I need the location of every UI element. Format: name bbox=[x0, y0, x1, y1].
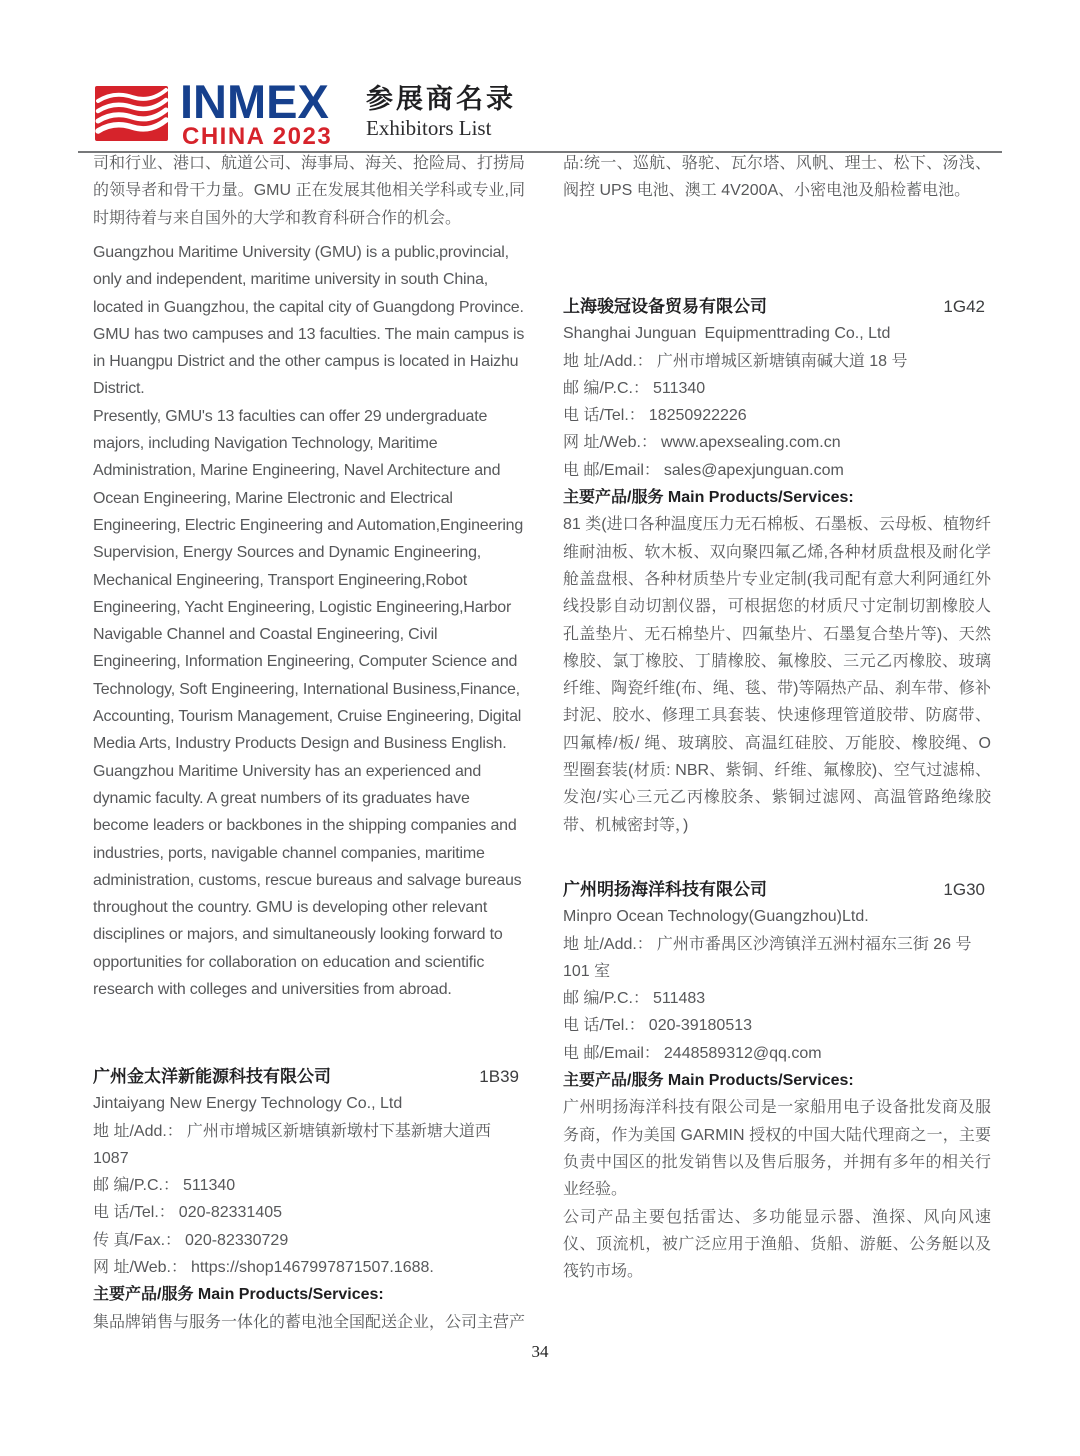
field-value: https://shop1467997871507.1688. bbox=[190, 1259, 434, 1277]
field-value: 18250922226 bbox=[648, 407, 747, 425]
field-line bbox=[563, 985, 991, 1012]
products-section bbox=[563, 511, 991, 839]
field-line bbox=[563, 402, 991, 429]
field-value: 511340 bbox=[652, 379, 706, 397]
right-column bbox=[563, 148, 991, 1348]
products-section bbox=[93, 1309, 525, 1336]
brand-subtitle: CHINA 2023 bbox=[182, 123, 333, 150]
company-name-cn: 上海骏冠设备贸易有限公司 bbox=[563, 297, 767, 316]
field-label: 地 址/Add.： bbox=[563, 935, 653, 953]
field-label: 网 址/Web.： bbox=[563, 434, 657, 452]
field-value: 广州市增城区新塘镇新墩村下基新塘大道西 1087 bbox=[93, 1122, 491, 1167]
field-label: 邮 编/P.C.： bbox=[563, 379, 649, 397]
company-name-cn: 广州明扬海洋科技有限公司 bbox=[563, 880, 767, 899]
company-header bbox=[563, 876, 991, 903]
company-name-cn: 广州金太洋新能源科技有限公司 bbox=[93, 1067, 331, 1086]
field-line bbox=[93, 1254, 525, 1281]
field-label: 电 话/Tel.： bbox=[93, 1204, 175, 1222]
field-label: 电 话/Tel.： bbox=[563, 1017, 645, 1035]
field-line bbox=[93, 1199, 525, 1226]
field-line bbox=[563, 1040, 991, 1067]
left-column bbox=[93, 148, 525, 1348]
field-value: 广州市番禺区沙湾镇洋五洲村福东三街 26 号 101 室 bbox=[563, 935, 972, 980]
field-value: www.apexsealing.com.cn bbox=[660, 434, 841, 452]
field-label: 电 话/Tel.： bbox=[563, 407, 645, 425]
company-entry bbox=[93, 1063, 525, 1336]
field-value: 020-82331405 bbox=[178, 1204, 283, 1222]
catalog-title-en: Exhibitors List bbox=[366, 116, 492, 140]
field-label: 地 址/Add.： bbox=[93, 1122, 183, 1140]
field-line bbox=[93, 1118, 525, 1173]
company-name-en: Minpro Ocean Technology(Guangzhou)Ltd. bbox=[563, 908, 869, 926]
field-value: sales@apexjunguan.com bbox=[663, 461, 844, 479]
company-name-en: Jintaiyang New Energy Technology Co., Ltd bbox=[93, 1095, 403, 1113]
inmex-logo bbox=[95, 86, 168, 141]
field-line bbox=[93, 1172, 525, 1199]
field-label: 邮 编/P.C.： bbox=[563, 990, 649, 1008]
field-line bbox=[563, 348, 991, 375]
field-line bbox=[93, 1227, 525, 1254]
field-line bbox=[563, 931, 991, 986]
field-line bbox=[563, 375, 991, 402]
intro-paragraph-cn: 司和行业、港口、航道公司、海事局、海关、抢险局、打捞局的领导者和骨干力量。GMU 正在发展其他相关学科或专业,同时期待着与来自国外的大学和教育科研合作的机会。 bbox=[93, 155, 526, 227]
products-paragraph: 集品牌销售与服务一体化的蓄电池全国配送企业，公司主营产 bbox=[93, 1313, 526, 1331]
field-value: 511340 bbox=[182, 1177, 236, 1195]
intro-paragraph-en: Guangzhou Maritime University (GMU) is a public,provincial, only and independent, maritime university in south China, located in Guangzhou, the capital city of Guangdong Province. GMU has two campuses and 13 faculties. The main campus is in Huangpu District and the other campus is located in Haizhu District. bbox=[93, 244, 525, 398]
intro-paragraph-en: Guangzhou Maritime University has an experienced and dynamic faculty. A great numbers of its graduates have become leaders or backbones in the shipping companies and industries, ports, navigable channel companies, maritime administration, customs, rescue bureaus and salvage bureaus throughout the country. GMU is developing other relevant disciplines or majors, and simultaneously looking forward to opportunities for collaboration on education and scientific research with colleges and universities from abroad. bbox=[93, 762, 522, 999]
field-value: 广州市增城区新塘镇南碱大道 18 号 bbox=[656, 352, 908, 370]
company-header bbox=[93, 1063, 525, 1090]
products-section bbox=[563, 1094, 991, 1285]
products-header: 主要产品/服务 Main Products/Services: bbox=[93, 1286, 384, 1304]
field-value: 020-82330729 bbox=[185, 1231, 289, 1249]
field-value: 511483 bbox=[652, 990, 706, 1008]
university-description bbox=[93, 239, 525, 1003]
company-header bbox=[563, 293, 991, 320]
booth-number: 1B39 bbox=[479, 1067, 519, 1086]
field-label: 电 邮/Email： bbox=[563, 461, 660, 479]
products-continuation: 品:统一、巡航、骆驼、瓦尔塔、风帆、理士、松下、汤浅、阀控 UPS 电池、澳工 4V200A、小密电池及船检蓄电池。 bbox=[563, 155, 991, 200]
field-label: 邮 编/P.C.： bbox=[93, 1177, 179, 1195]
field-label: 地 址/Add.： bbox=[563, 352, 653, 370]
field-value: 020-39180513 bbox=[648, 1017, 753, 1035]
products-paragraph: 公司产品主要包括雷达、多功能显示器、渔探、风向风速仪、顶流机，被广泛应用于渔船、货船、游艇、公务艇以及筏钓市场。 bbox=[563, 1208, 991, 1281]
field-line bbox=[563, 429, 991, 456]
company-name-en: Shanghai Junguan Equipmenttrading Co., Ltd bbox=[563, 325, 891, 343]
brand-title: INMEX bbox=[180, 75, 329, 128]
field-label: 网 址/Web.： bbox=[93, 1259, 187, 1277]
catalog-title-cn: 参展商名录 bbox=[366, 84, 516, 114]
products-header: 主要产品/服务 Main Products/Services: bbox=[563, 489, 854, 507]
products-paragraph: 81 类(进口各种温度压力无石棉板、石墨板、云母板、植物纤维耐油板、软木板、双向聚四氟乙烯,各种材质盘根及耐化学舱盖盘根、各种材质垫片专业定制(我司配有意大利阿通红外线投影自动切割仪器，可根据您的材质尺寸定制切割橡胶人孔盖垫片、无石棉垫片、四氟垫片、石墨复合垫片等)、天然橡胶、氯丁橡胶、丁腈橡胶、氟橡胶、三元乙丙橡胶、玻璃纤维、陶瓷纤维(布、绳、毯、带)等隔热产品、刹车带、修补封泥、胶水、修理工具套装、快速修理管道胶带、防腐带、四氟棒/板/ 绳、玻璃胶、高温红硅胶、万能胶、橡胶绳、O 型圈套装(材质: NBR、紫铜、纤维、氟橡胶)、空气过滤棉、发泡/实心三元乙丙橡胶条、紫铜过滤网、高温管路绝缘胶带、机械密封等，) bbox=[563, 516, 991, 834]
company-entry bbox=[563, 293, 991, 839]
booth-number: 1G42 bbox=[943, 297, 985, 316]
products-header: 主要产品/服务 Main Products/Services: bbox=[563, 1072, 854, 1090]
intro-paragraph-en: Presently, GMU's 13 faculties can offer 29 undergraduate majors, including Navigation Technology, Maritime Administration, Marine Engineering, Navel Architecture and Ocean Engineering, Marine Electronic and Electrical Engineering, Electric Engineering and Automation,Engineering Supervision, Energy Sources and Dynamic Engineering, Mechanical Engineering, Transport Engineering,Robot Engineering, Yacht Engineering, Logistic Engineering,Harbor Navigable Channel and Coastal Engineering, Civil Engineering, Information Engineering, Computer Science and Technology, Soft Engineering, International Business,Finance, Accounting, Tourism Management, Cruise Engineering, Digital Media Arts, Industry Products Design and Business English. bbox=[93, 407, 524, 753]
products-paragraph: 广州明扬海洋科技有限公司是一家船用电子设备批发商及服务商，作为美国 GARMIN 授权的中国大陆代理商之一，主要负责中国区的批发销售以及售后服务，并拥有多年的相关行业经验。 bbox=[563, 1099, 991, 1199]
field-label: 传 真/Fax.： bbox=[93, 1231, 182, 1249]
field-label: 电 邮/Email： bbox=[563, 1044, 660, 1062]
company-entry bbox=[563, 876, 991, 1285]
page-number: 34 bbox=[531, 1342, 549, 1361]
field-line bbox=[563, 457, 991, 484]
booth-number: 1G30 bbox=[943, 880, 985, 899]
logo-waves-icon bbox=[95, 86, 168, 141]
field-value: 2448589312@qq.com bbox=[663, 1044, 822, 1062]
field-line bbox=[563, 1012, 991, 1039]
